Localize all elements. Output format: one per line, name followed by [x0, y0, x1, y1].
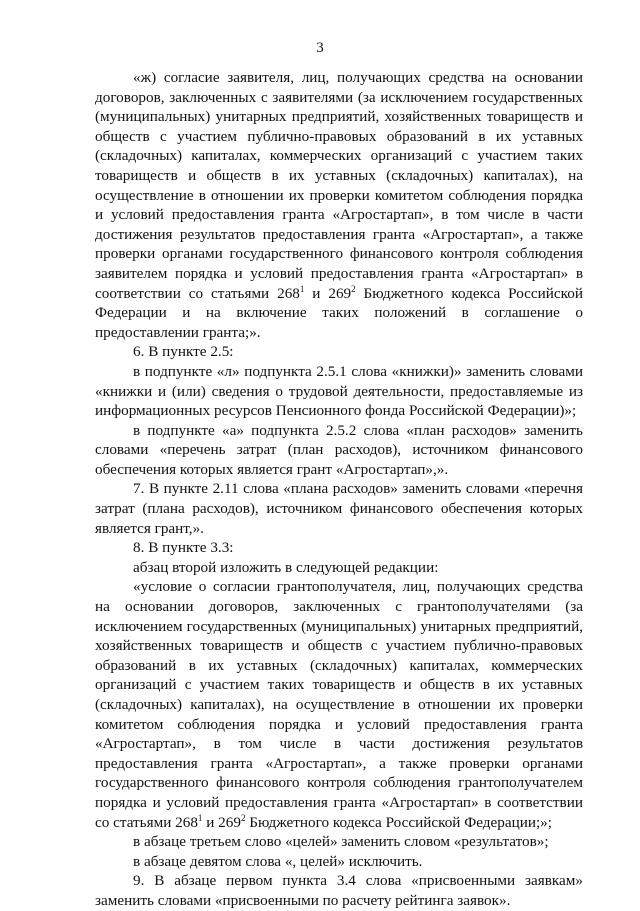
page-number: 3	[316, 40, 324, 56]
paragraph-subitem-2-5-2: в подпункте «а» подпункта 2.5.2 слова «план расходов» заменить словами «перечень затрат (план расходов), источником финансового обеспечения которых является грант «Агростартап»,».	[95, 421, 583, 478]
paragraph-item-6: 6. В пункте 2.5:	[133, 343, 234, 361]
paragraph-clause-zh: «ж) согласие заявителя, лиц, получающих средства на основании договоров, заключенных с заявителями (за исключением государственных (муниципальных) унитарных предприятий, хозяйственных товариществ и обществ с участием публично-правовых образований в их уставных (складочных) капиталах, коммерческих организаций с участием таких товариществ и обществ в их уставных (складочных) капиталах), на осуществление в отношении их проверки комитетом соблюдения порядка и условий предоставления гранта «Агростартап», в том числе в части достижения результатов предоставления гранта «Агростартап», а также проверки органами государственного финансового контроля соблюдения заявителем порядка и условий предоставления гранта «Агростартап» в соответствии со статьями $268^1$ и $269^2$ Бюджетного кодекса Российской Федерации и на включение таких положений в соглашение о предоставлении гранта;».	[95, 69, 583, 341]
superscript: 1	[299, 283, 305, 294]
paragraph-subitem-2-5-1: в подпункте «л» подпункта 2.5.1 слова «книжки)» заменить словами «книжки и (или) сведения о трудовой деятельности, предоставляемые из информационных ресурсов Пенсионного фонда Российской Федерации)»;	[95, 362, 583, 420]
superscript: 2	[240, 812, 246, 823]
paragraph-third-abzac: в абзаце третьем слово «целей» заменить словом «результатов»;	[133, 833, 549, 851]
paragraph-item-9: 9. В абзаце первом пункта 3.4 слова «присвоенными заявкам» заменить словами «присвоенными по расчету рейтинга заявок».	[95, 872, 583, 909]
paragraph-new-wording: «условие о согласии грантополучателя, лиц, получающих средства на основании договоров, заключенных с грантополучателями (за исключением государственных (муниципальных) унитарных предприятий, хозяйственных товариществ и обществ с участием публично-правовых образований в их уставных (складочных) капиталах, коммерческих организаций с участием таких товариществ и обществ в их уставных (складочных) капиталах), на осуществление в отношении их проверки комитетом соблюдения порядка и условий предоставления гранта «Агростартап», в том числе в части достижения результатов предоставления гранта «Агростартап», а также проверки органами государственного финансового контроля соблюдения грантополучателем порядка и условий предоставления гранта «Агростартап» в соответствии со статьями $268^1$ и $269^2$ Бюджетного кодекса Российской Федерации;»;	[95, 578, 583, 831]
superscript: 1	[197, 812, 203, 823]
superscript: 2	[351, 283, 356, 294]
paragraph-item-8: 8. В пункте 3.3:	[133, 539, 234, 557]
paragraph-ninth-abzac: в абзаце девятом слова «, целей» исключить.	[133, 852, 423, 870]
paragraph-second-abzac: абзац второй изложить в следующей редакции:	[133, 558, 439, 576]
document-body	[95, 68, 583, 911]
paragraph-item-7: 7. В пункте 2.11 слова «плана расходов» заменить словами «перечня затрат (плана расходов), источником финансового обеспечения которых является грант,».	[95, 480, 583, 537]
